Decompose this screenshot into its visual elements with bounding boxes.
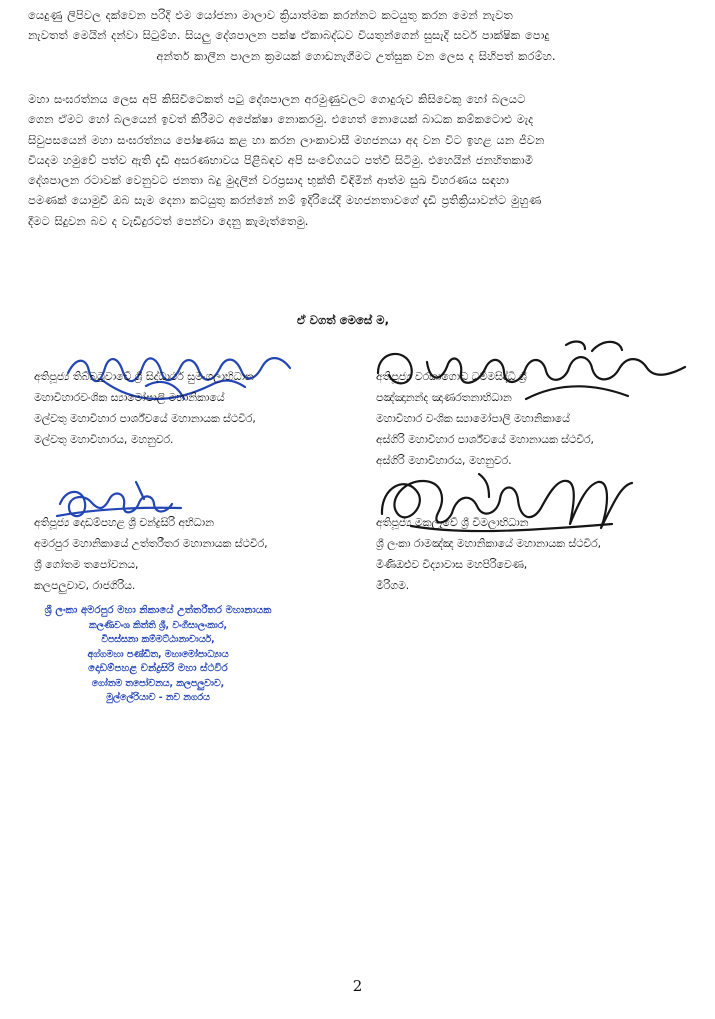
signatory-line: මල්වතු මහාවිහාර පාර්ශ්වයේ මහානායක ස්ථවිර, xyxy=(34,412,256,425)
paragraph-2-line: සිවුපසයෙන් මහා සංඝරත්නය පෝෂණය කළ හා කරන ලාංකාවාසී මහජනයා අද වන විට ඉහළ යන ජීවන xyxy=(28,132,545,147)
signatory-line: අතිපූජ්‍ය වරකාගොඩ ධම්මසිද්ධි ශ්‍රී xyxy=(376,370,527,383)
paragraph-1-line: අන්තර් කාලීන පාලන ක්‍රමයක් ගොඩනැගීමට උත්සුක වන ලෙස ද සිහිපත් කරම්හ. xyxy=(156,48,556,63)
seal-line: අග්ගමහා පණ්ඩිත, මහාමෝපාධ්‍යාය xyxy=(87,648,229,660)
body-paragraph-1 xyxy=(28,5,684,66)
signatory-line: අමරපුර මහානිකායේ උත්තරීතර මහානායක ස්ථවිර, xyxy=(34,537,268,550)
signatory-line: අතිපූජ්‍ය දොඩම්පහළ ශ්‍රී චන්ද්‍රසිරි අභිධාන xyxy=(34,516,214,529)
paragraph-2-line: ගෙන ඒමට හෝ බලයෙන් ඉවත් කිරීමට අපේක්ෂා නොකරමු. එහෙත් නොයෙක් බාධක කම්කටොළු මැද xyxy=(28,112,534,127)
paragraph-2-line: පමණක් යොමුවී ඔබ සැම දෙනා කටයුතු කරන්නේ නම් ඉදිරියේදී මහජනතාවගේ දැඩි ප්‍රතික්‍රියාවන්ට මුහුණ xyxy=(28,193,542,208)
signatory-line: මිණිඔළුව විද්‍යාවාස මහපිරිවෙණ, xyxy=(376,558,528,571)
paragraph-2-line: දේශපාලන රටාවක් වෙනුවට ජනතා බදු මුදලින් වරප්‍රසාද භුක්ති විඳිමින් ආත්ම සුඛ විහරණය සඳහා xyxy=(28,173,509,188)
signatory-line: මහාවිහාරවංශික ස්‍යාමෝපාලි මහානිකායේ xyxy=(34,391,225,404)
paragraph-2-line: මහා සංඝරත්නය ලෙස අපි කිසිවිටෙකත් පටු දේශපාලන අරමුණුවලට ගොදුරුව කිසිවෙකු හෝ බලයට xyxy=(28,92,526,106)
signatory-line: ශ්‍රී ගෝතම තපෝවනය, xyxy=(34,558,139,571)
body-paragraph-2 xyxy=(28,89,684,231)
seal-line: ශ්‍රී ලංකා අමරපුර මහා නිකායේ උත්තරීතර මහානායක xyxy=(44,605,272,616)
seal-line: මුල්ලේරියාව - නව නගරය xyxy=(106,692,210,703)
signatory-line: මල්වතු මහාවිහාරය, මහනුවර. xyxy=(34,433,174,446)
signatory-block-chandrasiri xyxy=(34,512,268,596)
closing-line: ඒ වගත් මෙසේ ම, xyxy=(297,313,390,327)
signatory-block-wimala xyxy=(376,512,601,596)
signatory-line: ශ්‍රී ලංකා රාමඤ්ඤ මහානිකායේ මහානායක ස්ථවිර, xyxy=(376,537,602,550)
signatory-line: පඤ්ඤානන්ද ඤාණරතනාභිධාන xyxy=(376,391,512,404)
seal-line: ගෝතම තපෝවනය, කලපලුවාව, xyxy=(91,677,225,689)
signatory-line: කලපලුවාව, රාජගිරිය. xyxy=(34,579,136,592)
seal-line: දොඩම්පහළ චන්ද්‍රසිරි මහා ස්ථවිර xyxy=(88,663,228,674)
paragraph-2-line: වියදම හමුවේ පත්ව ඇති දැඩි අසරණභාවය පිළිබඳව අපි සංවේගයට පත්වී සිටිමු. එහෙයින් ජනහිතකාමී xyxy=(28,152,533,167)
signatory-line: අස්ගිරි මහාවිහාර පාර්ශ්වයේ මහානායක ස්ථවිර, xyxy=(376,433,594,446)
official-seal xyxy=(28,604,288,706)
signatory-line: අතිපූජ්‍ය මකුලෑවේ ශ්‍රී විමලාභිධාන xyxy=(376,516,529,529)
signatory-line: මහාවිහාර වංශික ස්‍යාමෝපාලි මහානිකායේ xyxy=(376,412,570,425)
signatory-line: අතිපූජ්‍ය තිබ්බටුවාවේ ශ්‍රී සිද්ධාර්ථ සුමංගලාභිධාන xyxy=(34,370,254,383)
signatory-line: අස්ගිරි මහාවිහාරය, මහනුවර. xyxy=(376,454,512,467)
paragraph-1-line: යෙදුණු ලිපිවල දක්වෙන පරිදි එම යෝජනා මාලාව ක්‍රියාත්මක කරන්නට කටයුතු කරන මෙන් නැවත xyxy=(28,8,513,22)
paragraph-1-line: නැවතත් මෙයින් දන්වා සිටුම්හ. සියලු දේශපාලන පක්ෂ ඒකාබද්ධව වියතුන්ගෙන් සුසැදි සර්ව පාක්ෂික පොදු xyxy=(28,28,550,43)
seal-line: කලණිවංශ කිත්ති ශ්‍රී, වංගීසාලංකාර, xyxy=(89,619,227,631)
paragraph-2-line: දීමට සිදුවන බව ද වැඩිදුරටත් පෙන්වා දෙනු කැමැත්තෙමු. xyxy=(28,213,309,228)
signatory-block-panyananda xyxy=(376,366,594,471)
seal-line: විපස්සනා කම්මට්ඨානාචාර්ය, xyxy=(101,634,215,645)
signatory-line: මීරිගම. xyxy=(376,579,410,592)
page-number: 2 xyxy=(352,977,363,995)
signatory-block-sumangala xyxy=(34,366,256,450)
